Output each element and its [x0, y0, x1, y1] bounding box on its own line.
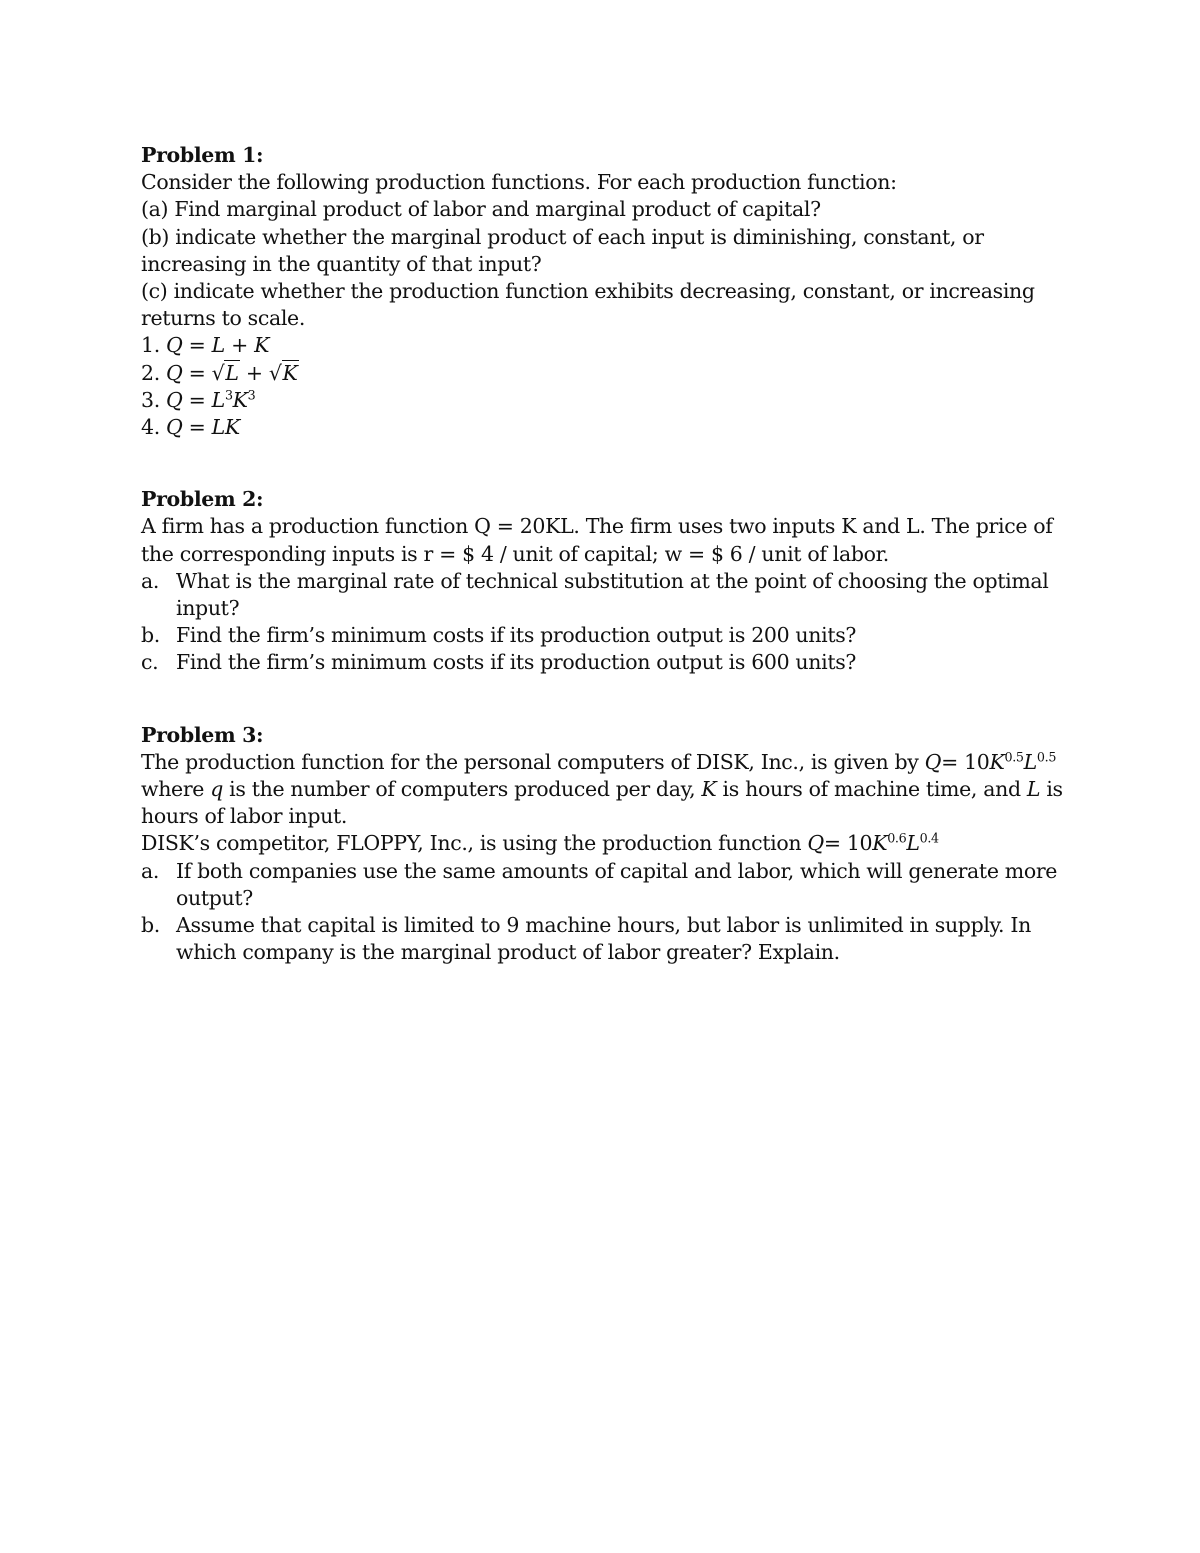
problem-2-intro: A firm has a production function Q = 20KL. The firm uses two inputs K and L. The price of the corresponding inputs is r = $ 4 / unit of capital; w = $ 6 / unit of labor. [141, 514, 1053, 566]
radical-icon: √ [268, 360, 282, 385]
problem-2-heading: Problem 2: [141, 487, 264, 512]
production-function-list [141, 332, 1071, 441]
problem-2 [141, 486, 1071, 676]
list-marker: a. [141, 568, 160, 593]
function-formula [166, 388, 255, 412]
formula-base: L [211, 387, 225, 412]
intro-text: The production function for the personal computers of DISK, Inc., is given by [141, 749, 925, 774]
function-formula [166, 415, 240, 439]
intro-text: is hours of labor input. [141, 777, 1063, 829]
intro-text: is hours of machine time, and [716, 777, 1027, 802]
formula-equals: = [188, 387, 206, 412]
radicand: L [225, 360, 239, 385]
formula-exponent: 3 [247, 387, 256, 403]
formula-base: L [906, 831, 920, 856]
problem-1-part-c: (c) indicate whether the production function exhibits decreasing, constant, or increasing returns to scale. [141, 279, 1035, 331]
problem-1-intro: Consider the following production functions. For each production function: [141, 170, 897, 195]
list-item-text: Assume that capital is limited to 9 machine hours, but labor is unlimited in supply. In which company is the marginal product of labor greater? Explain. [176, 913, 1031, 965]
production-function-1 [141, 332, 1071, 359]
problem-1 [141, 142, 1071, 441]
intro-text: where [141, 777, 211, 802]
formula-equals: = [188, 360, 206, 385]
formula-lhs: Q [924, 749, 942, 774]
list-marker: a. [141, 858, 160, 883]
list-item [141, 912, 1071, 966]
list-item [141, 622, 1071, 649]
problem-1-part-a: (a) Find marginal product of labor and marginal product of capital? [141, 197, 821, 222]
formula-lhs: Q [166, 415, 183, 440]
formula-lhs: Q [166, 387, 183, 412]
list-item-text: Find the firm’s minimum costs if its production output is 200 units? [176, 623, 857, 648]
formula-lhs: Q [166, 333, 183, 358]
variable-q: q [210, 777, 224, 802]
problem-1-part-b: (b) indicate whether the marginal product of each input is diminishing, constant, or increasing in the quantity of that input? [141, 224, 984, 276]
formula-equals: = [188, 415, 206, 440]
radical-icon: √ [211, 360, 225, 385]
problem-3-questions [141, 858, 1071, 967]
problem-3-intro [141, 749, 1071, 831]
formula-equals: = 10 [823, 831, 873, 856]
square-root-k [269, 360, 299, 385]
problem-3-heading: Problem 3: [141, 722, 264, 747]
formula-plus: + [245, 360, 263, 385]
formula-base: K [872, 831, 888, 856]
problem-2-questions [141, 568, 1071, 677]
list-item-text: Find the firm’s minimum costs if its production output is 600 units? [176, 650, 857, 675]
formula-equals: = [188, 333, 206, 358]
list-marker: c. [141, 650, 159, 675]
formula-lhs: Q [807, 831, 824, 856]
radicand: K [282, 360, 298, 385]
list-item [141, 568, 1071, 622]
list-item-text: If both companies use the same amounts of capital and labor, which will generate more output? [176, 858, 1058, 910]
function-formula [166, 333, 269, 357]
formula-rhs: L + K [211, 333, 270, 358]
production-function-2 [141, 360, 1071, 387]
formula-exponent: 0.6 [887, 830, 907, 846]
list-marker: b. [141, 623, 160, 648]
formula-base: L [1023, 749, 1037, 774]
formula-base: K [989, 749, 1005, 774]
function-number: 4. [141, 415, 160, 440]
function-number: 3. [141, 387, 160, 412]
floppy-production-formula [807, 831, 938, 855]
problem-3 [141, 722, 1071, 967]
document-page [141, 142, 1071, 966]
formula-base: K [232, 387, 248, 412]
disk-production-formula [925, 750, 1056, 774]
square-root-l [212, 360, 240, 385]
list-item-text: What is the marginal rate of technical substitution at the point of choosing the optimal input? [176, 568, 1049, 621]
formula-exponent: 0.4 [919, 830, 939, 846]
intro-text: is the number of computers produced per day, [223, 777, 702, 802]
formula-rhs: LK [211, 415, 240, 440]
function-formula [166, 360, 298, 385]
production-function-3 [141, 387, 1071, 414]
formula-lhs: Q [166, 360, 183, 385]
problem-1-heading: Problem 1: [141, 143, 264, 167]
list-item [141, 649, 1071, 676]
list-marker: b. [141, 913, 160, 938]
list-item [141, 858, 1071, 912]
variable-k: K [701, 777, 717, 802]
function-number: 1. [141, 333, 160, 358]
variable-l: L [1026, 777, 1041, 802]
problem-3-competitor [141, 830, 1071, 857]
formula-exponent: 3 [224, 387, 233, 403]
production-function-4 [141, 414, 1071, 441]
competitor-text: DISK’s competitor, FLOPPY, Inc., is using the production function [141, 831, 808, 856]
function-number: 2. [141, 360, 160, 385]
formula-equals: = 10 [941, 749, 990, 774]
formula-exponent: 0.5 [1036, 749, 1057, 765]
formula-exponent: 0.5 [1004, 749, 1024, 765]
